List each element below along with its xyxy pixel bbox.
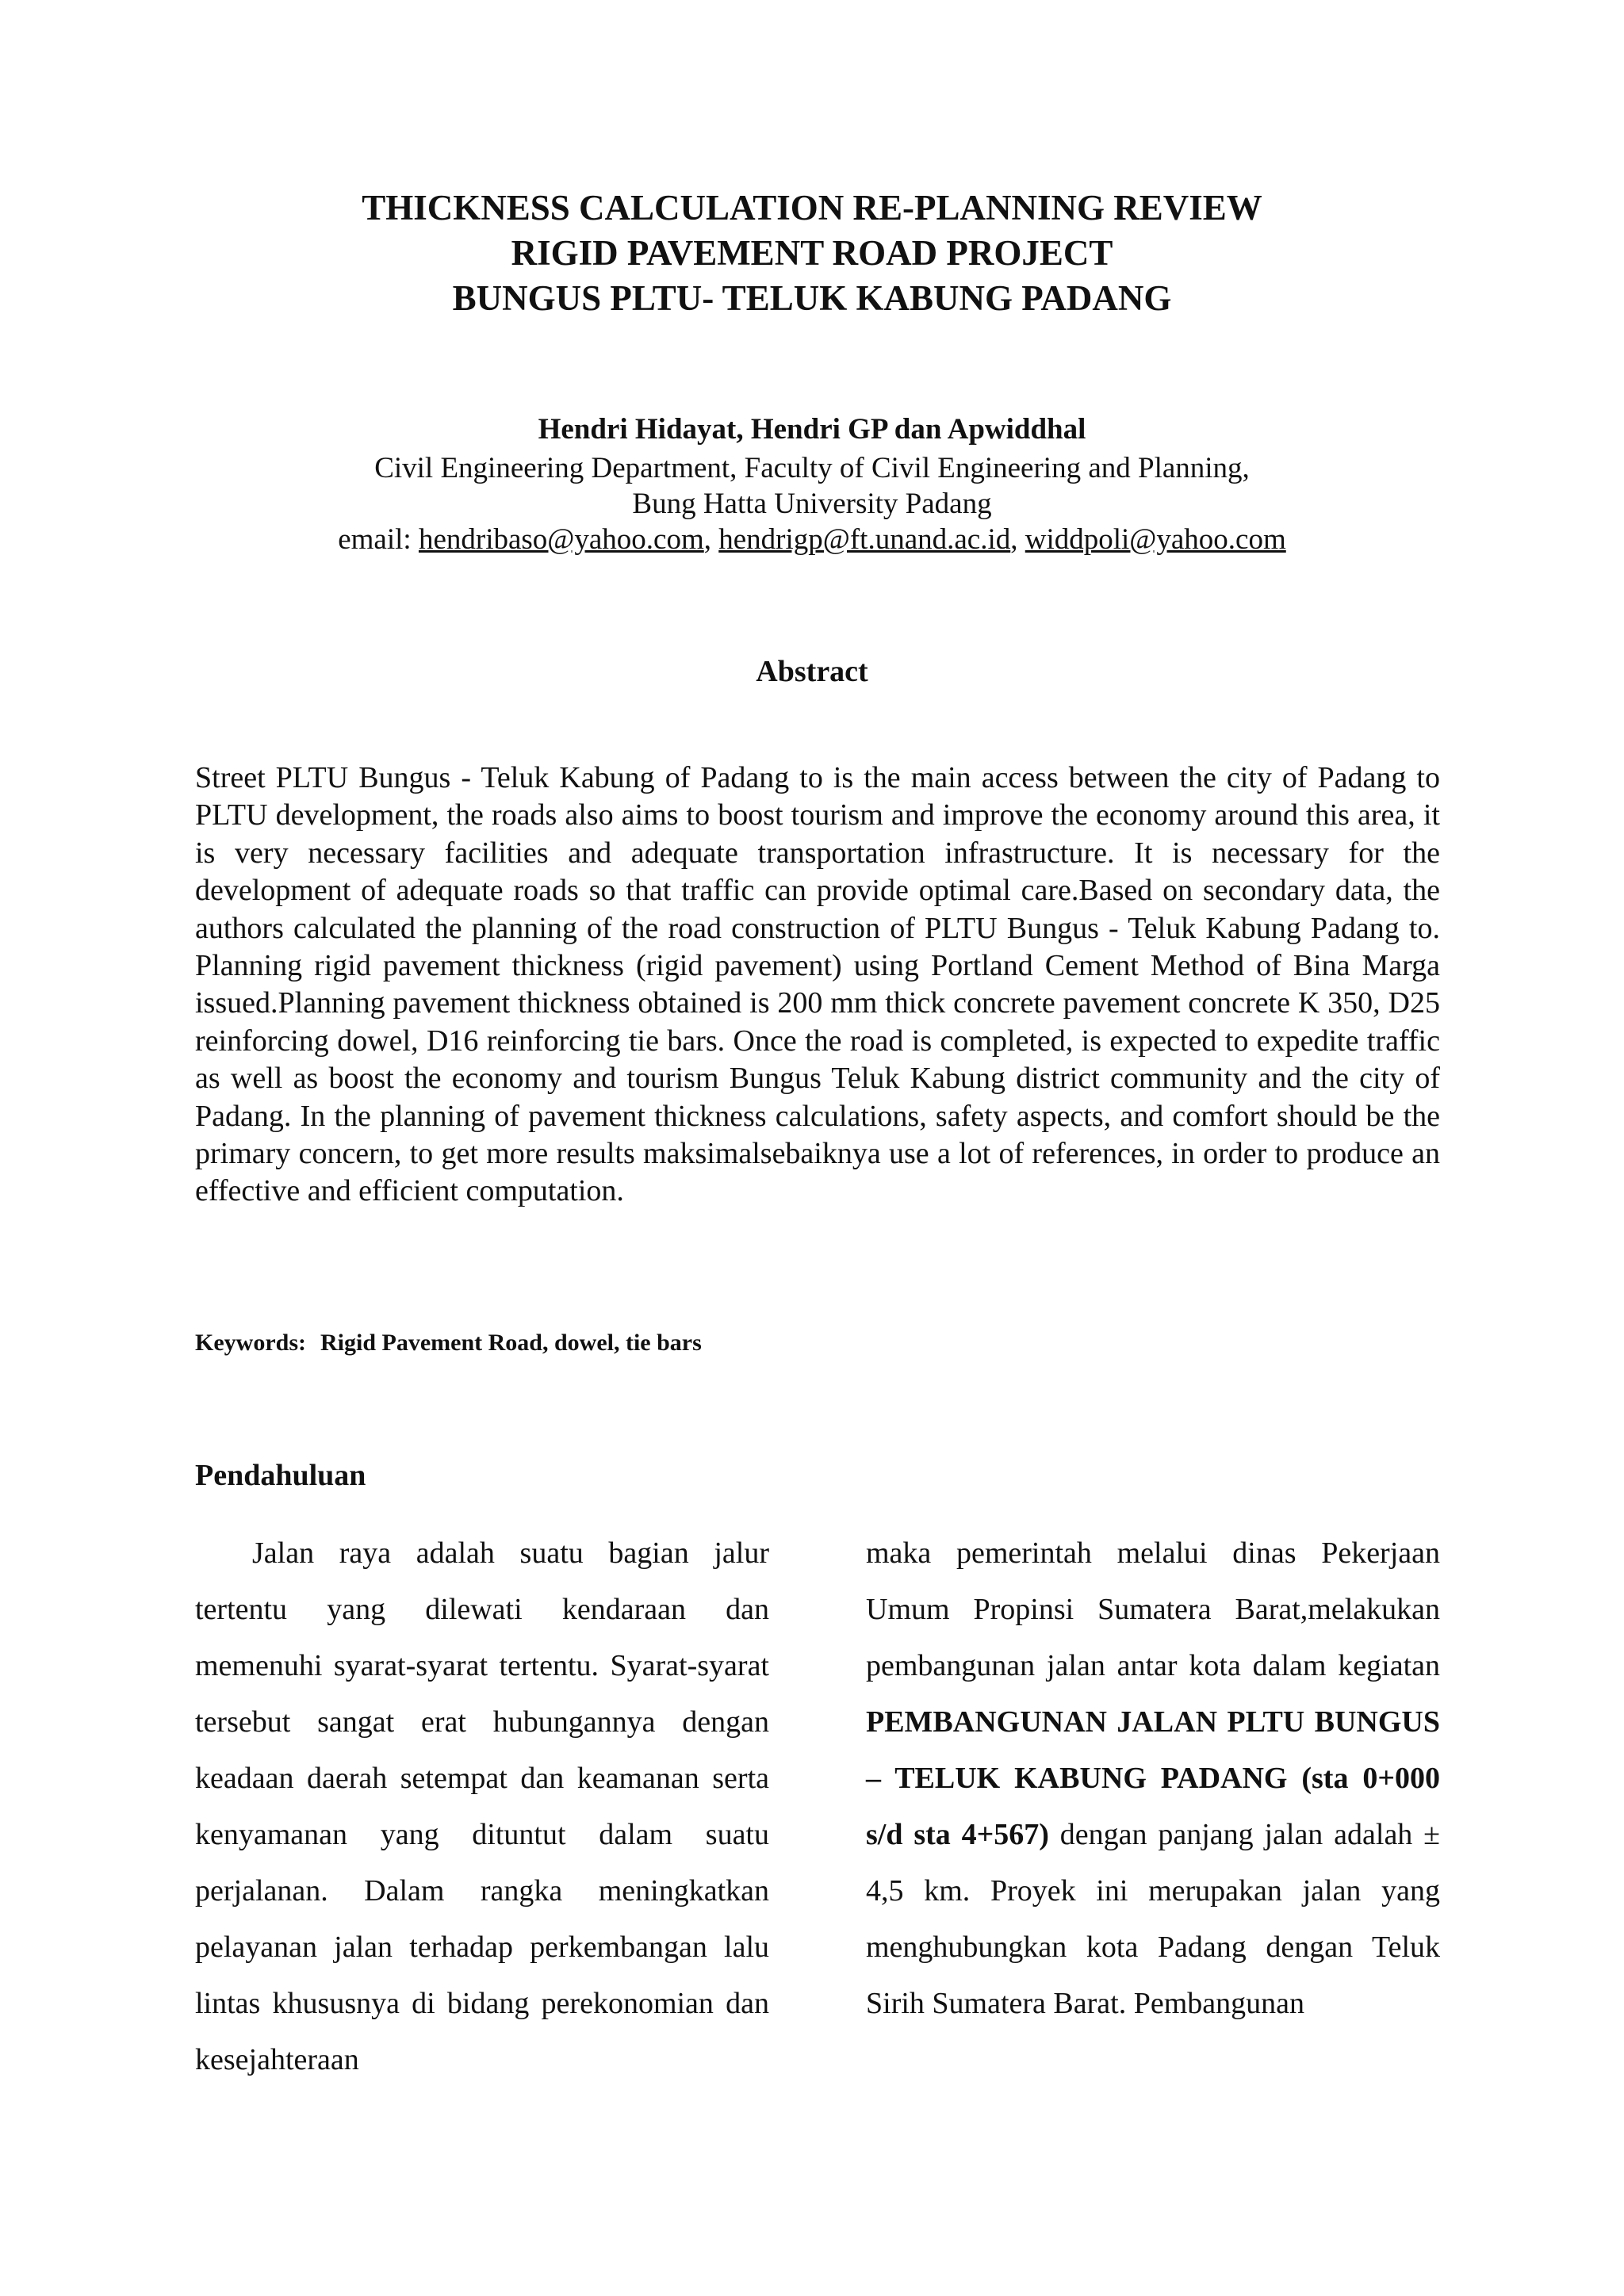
keywords-line <box>195 1329 702 1357</box>
affiliation-block <box>0 450 1624 557</box>
abstract-text: Street PLTU Bungus - Teluk Kabung of Padang to is the main access between the city of Padang to PLTU development, the roads also aims to boost tourism and improve the economy around this area, it is very necessary facilities and adequate transportation infrastructure. It is necessary for the development of adequate roads so that traffic can provide optimal care.Based on secondary data, the authors calculated the planning of the road construction of PLTU Bungus - Teluk Kabung Padang to. Planning rigid pavement thickness (rigid pavement) using Portland Cement Method of Bina Marga issued.Planning pavement thickness obtained is 200 mm thick concrete pavement concrete K 350, D25 reinforcing dowel, D16 reinforcing tie bars. Once the road is completed, is expected to expedite traffic as well as boost the economy and tourism Bungus Teluk Kabung district community and the city of Padang. In the planning of pavement thickness calculations, safety aspects, and comfort should be the primary concern, to get more results maksimalsebaiknya use a lot of references, in order to produce an effective and efficient computation. <box>195 761 1440 1208</box>
author-list: Hendri Hidayat, Hendri GP dan Apwiddhal <box>538 413 1086 446</box>
affiliation-line-2: Bung Hatta University Padang <box>632 488 992 520</box>
body-right-text-2: dengan panjang jalan adalah ± 4,5 km. Proyek ini merupakan jalan yang menghubungkan kota Padang dengan Teluk Sirih Sumatera Barat. Pembangunan <box>866 1818 1441 2020</box>
body-right-text-1: maka pemerintah melalui dinas Pekerjaan Umum Propinsi Sumatera Barat,melakukan pembangunan jalan antar kota dalam kegiatan <box>866 1536 1440 1682</box>
affiliation-line-1: Civil Engineering Department, Faculty of Civil Engineering and Planning, <box>374 452 1250 484</box>
email-link-3[interactable]: widdpoli@yahoo.com <box>1025 523 1286 556</box>
title-line-2: RIGID PAVEMENT ROAD PROJECT <box>511 233 1113 273</box>
body-paragraph-left: Jalan raya adalah suatu bagian jalur tertentu yang dilewati kendaraan dan memenuhi syarat-syarat tertentu. Syarat-syarat tersebut sangat erat hubungannya dengan keadaan daerah setempat dan keamanan serta kenyamanan yang dituntut dalam suatu perjalanan. Dalam rangka meningkatkan pelayanan jalan terhadap perkembangan lalu lintas khususnya di bidang perekonomian dan kesejahteraan <box>195 1536 769 2076</box>
title-line-3: BUNGUS PLTU- TELUK KABUNG PADANG <box>452 278 1172 318</box>
body-paragraph-right <box>866 1525 1440 2032</box>
paper-title <box>0 186 1624 321</box>
email-label: email: <box>338 523 412 556</box>
email-link-1[interactable]: hendribaso@yahoo.com <box>418 523 704 556</box>
project-name-bold: PEMBANGUNAN JALAN PLTU BUNGUS – TELUK KABUNG PADANG (sta 0+000 s/d sta 4+567) <box>866 1705 1440 1851</box>
email-line: email: hendribaso@yahoo.com, hendrigp@ft.unand.ac.id, widdpoli@yahoo.com <box>338 523 1286 556</box>
body-column-right <box>866 1525 1440 2032</box>
title-line-1: THICKNESS CALCULATION RE-PLANNING REVIEW <box>362 188 1262 228</box>
section-heading: Pendahuluan <box>195 1459 366 1492</box>
keywords-values: Rigid Pavement Road, dowel, tie bars <box>320 1330 702 1356</box>
keywords-label: Keywords: <box>195 1330 306 1356</box>
abstract-heading: Abstract <box>756 655 868 688</box>
body-column-left <box>195 1525 769 2088</box>
email-link-2[interactable]: hendrigp@ft.unand.ac.id <box>718 523 1011 556</box>
